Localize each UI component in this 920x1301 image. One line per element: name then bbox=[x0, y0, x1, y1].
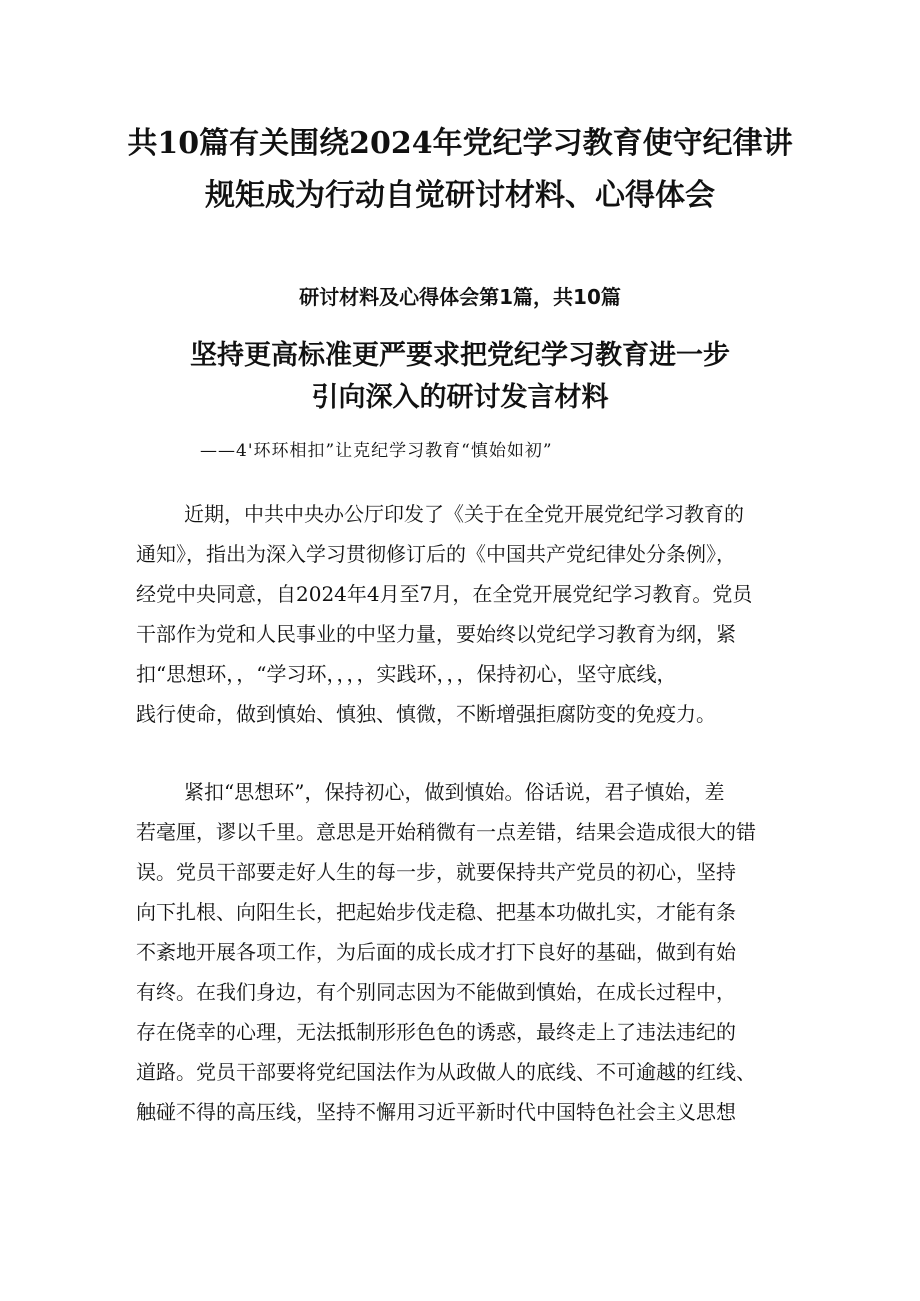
paragraph-line: 经党中央同意，自2024年4月至7月，在全党开展党纪学习教育。党员 bbox=[136, 582, 753, 606]
section-heading: 研讨材料及心得体会第1篇，共10篇 bbox=[299, 285, 621, 309]
body-paragraph bbox=[136, 494, 796, 734]
paragraph-line: 存在侥幸的心理，无法抵制形形色色的诱惑，最终走上了违法违纪的 bbox=[136, 1020, 736, 1044]
article-title-line: 引向深入的研讨发言材料 bbox=[311, 382, 609, 413]
paragraph-line: 道路。党员干部要将党纪国法作为从政做人的底线、不可逾越的红线、 bbox=[136, 1060, 756, 1084]
paragraph-line: 通知》，指出为深入学习贯彻修订后的《中国共产党纪律处分条例》， bbox=[136, 542, 736, 566]
paragraph-line: 践行使命，做到慎始、慎独、慎微，不断增强拒腐防变的免疫力。 bbox=[136, 702, 716, 726]
paragraph-line: 干部作为党和人民事业的中坚力量，要始终以党纪学习教育为纲，紧 bbox=[136, 622, 736, 646]
document-title-line: 规矩成为行动自觉研讨材料、心得体会 bbox=[205, 178, 715, 213]
paragraph-line: 向下扎根、向阳生长，把起始步伐走稳、把基本功做扎实，才能有条 bbox=[136, 900, 736, 924]
document-title-line: 共10篇有关围绕2024年党纪学习教育使守纪律讲 bbox=[127, 126, 793, 161]
paragraph-line: 扣“思想环，，“学习环，，，，实践环，，，保持初心，坚守底线， bbox=[136, 662, 677, 686]
paragraph-line: 有终。在我们身边，有个别同志因为不能做到慎始，在成长过程中， bbox=[136, 980, 736, 1004]
document-title bbox=[60, 118, 860, 222]
paragraph-line: 触碰不得的高压线，坚持不懈用习近平新时代中国特色社会主义思想 bbox=[136, 1100, 736, 1124]
paragraph-line: 若毫厘，谬以千里。意思是开始稍微有一点差错，结果会造成很大的错 bbox=[136, 820, 756, 844]
article-title-line: 坚持更高标准更严要求把党纪学习教育进一步 bbox=[190, 340, 730, 371]
paragraph-line: 误。党员干部要走好人生的每一步，就要保持共产党员的初心，坚持 bbox=[136, 860, 736, 884]
article-byline: ——4'环环相扣”让克纪学习教育“慎始如初” bbox=[200, 441, 553, 461]
body-paragraph bbox=[136, 772, 796, 1132]
article-title bbox=[60, 335, 860, 419]
paragraph-line: 紧扣“思想环”，保持初心，做到慎始。俗话说，君子慎始，差 bbox=[184, 780, 725, 804]
paragraph-line: 近期，中共中央办公厅印发了《关于在全党开展党纪学习教育的 bbox=[184, 502, 744, 526]
paragraph-line: 不紊地开展各项工作，为后面的成长成才打下良好的基础，做到有始 bbox=[136, 940, 736, 964]
